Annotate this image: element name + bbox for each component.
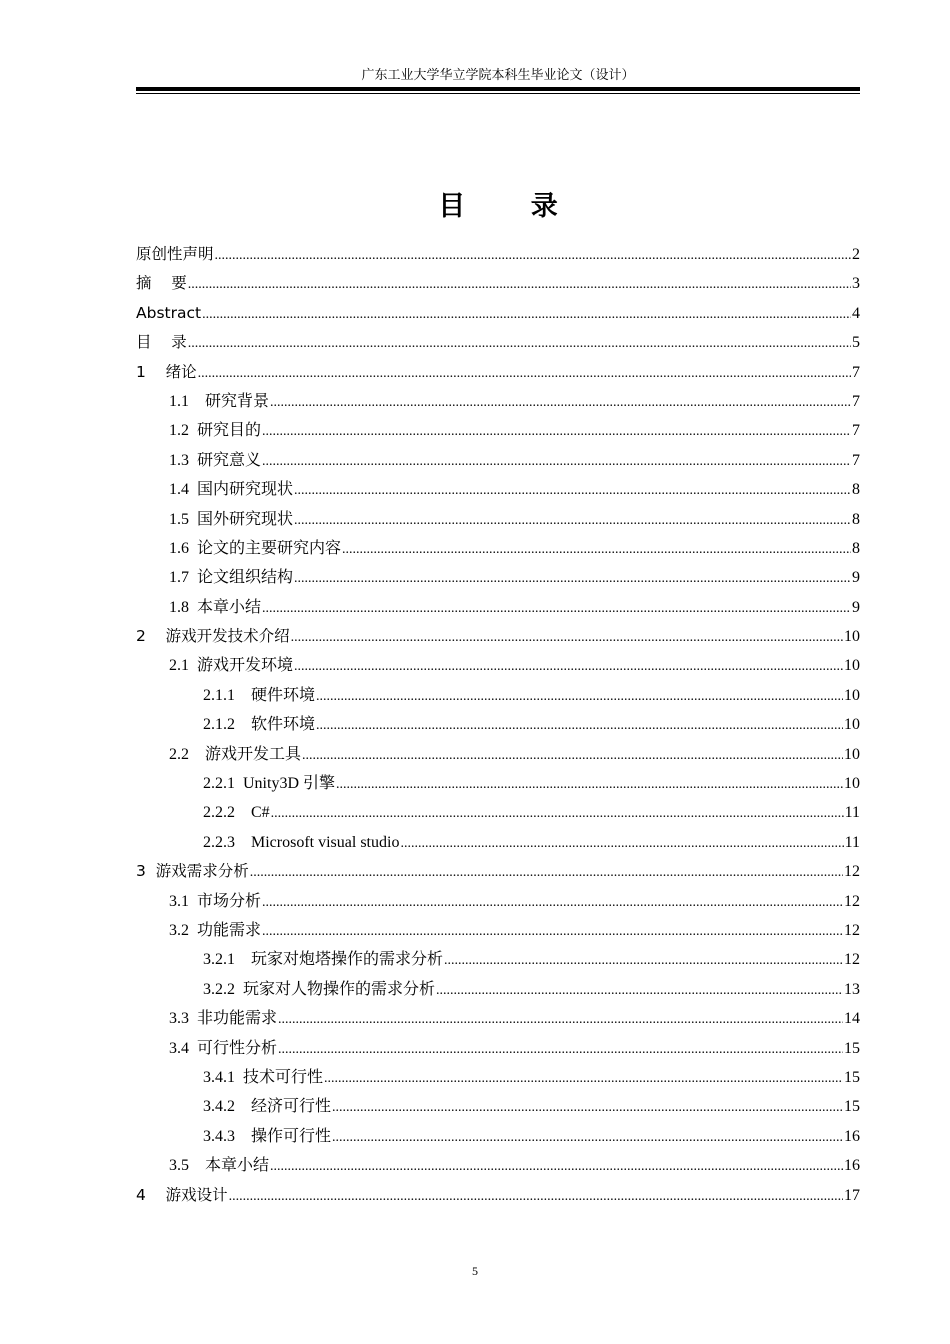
toc-entry[interactable]	[136, 563, 860, 592]
toc-dot-leader	[294, 652, 843, 681]
toc-entry-page: 10	[844, 716, 860, 734]
toc-dot-leader	[294, 564, 851, 593]
toc-entry-label: 原创性声明	[136, 245, 214, 263]
toc-title: 目 录	[438, 191, 586, 222]
toc-entry-page: 10	[844, 745, 860, 763]
toc-entry[interactable]	[136, 593, 860, 622]
toc-entry[interactable]	[136, 328, 860, 357]
toc-entry-label: 1.1 研究背景	[169, 392, 270, 410]
toc-dot-leader	[316, 682, 843, 711]
toc-entry-page: 12	[844, 863, 860, 881]
toc-entry-label: 1.2 研究目的	[169, 422, 262, 440]
toc-entry[interactable]	[136, 387, 860, 416]
toc-entry[interactable]	[136, 1004, 860, 1033]
toc-entry-label: 2.2.2 C#	[203, 804, 270, 822]
toc-entry-page: 11	[844, 804, 860, 822]
toc-entry-label: 3 游戏需求分析	[136, 862, 249, 881]
toc-entry-label: 3.2.2 玩家对人物操作的需求分析	[203, 980, 436, 998]
toc-dot-leader	[400, 829, 843, 858]
toc-entry-label: 1.5 国外研究现状	[169, 510, 294, 528]
toc-dot-leader	[302, 741, 843, 770]
toc-dot-leader	[278, 1035, 843, 1064]
toc-entry[interactable]	[136, 269, 860, 298]
toc-entry[interactable]	[136, 945, 860, 974]
toc-entry-page: 17	[844, 1186, 860, 1204]
toc-entry-page: 15	[844, 1039, 860, 1057]
toc-entry[interactable]	[136, 710, 860, 739]
toc-entry-page: 14	[844, 1010, 860, 1028]
toc-entry-label: 目 录	[136, 333, 187, 352]
toc-dot-leader	[332, 1093, 843, 1122]
toc-dot-leader	[250, 858, 843, 887]
toc-entry-label: 3.2 功能需求	[169, 921, 262, 939]
toc-dot-leader	[262, 417, 851, 446]
toc-entry[interactable]	[136, 887, 860, 916]
toc-entry-page: 10	[844, 657, 860, 675]
toc-dot-leader	[342, 535, 851, 564]
toc-dot-leader	[270, 388, 851, 417]
toc-dot-leader	[262, 447, 851, 476]
toc-entry-label: 1.8 本章小结	[169, 598, 262, 616]
toc-entry[interactable]	[136, 1034, 860, 1063]
toc-entry-page: 7	[852, 451, 860, 469]
toc-entry[interactable]	[136, 505, 860, 534]
toc-entry[interactable]	[136, 828, 860, 857]
toc-entry-label: 3.4.2 经济可行性	[203, 1098, 332, 1116]
toc-dot-leader	[188, 270, 851, 299]
header-rule-thick	[136, 87, 860, 91]
toc-dot-leader	[215, 241, 851, 270]
toc-entry-page: 7	[852, 422, 860, 440]
toc-entry[interactable]	[136, 240, 860, 269]
toc-entry[interactable]	[136, 1063, 860, 1092]
toc-entry-page: 11	[844, 833, 860, 851]
toc-entry-label: 3.4 可行性分析	[169, 1039, 278, 1057]
toc-dot-leader	[229, 1182, 843, 1211]
toc-entry-label: 3.5 本章小结	[169, 1157, 270, 1175]
toc-entry-label: 1 绪论	[136, 362, 197, 381]
toc-entry-page: 12	[844, 892, 860, 910]
toc-entry-label: 1.6 论文的主要研究内容	[169, 539, 342, 557]
toc-entry[interactable]	[136, 975, 860, 1004]
toc-dot-leader	[202, 300, 851, 329]
toc-entry-page: 12	[844, 921, 860, 939]
toc-dot-leader	[324, 1064, 843, 1093]
toc-entry-label: 2.1 游戏开发环境	[169, 657, 294, 675]
toc-dot-leader	[262, 917, 843, 946]
toc-entry-page: 4	[852, 304, 860, 322]
toc-entry-label: 2.1.2 软件环境	[203, 716, 316, 734]
page-header: 广东工业大学华立学院本科生毕业论文（设计）	[361, 67, 635, 82]
toc-entry[interactable]	[136, 916, 860, 945]
toc-dot-leader	[262, 888, 843, 917]
toc-entry[interactable]	[136, 416, 860, 445]
toc-entry-page: 5	[852, 334, 860, 352]
toc-dot-leader	[198, 359, 851, 388]
toc-dot-leader	[188, 329, 851, 358]
toc-entry-page: 16	[844, 1127, 860, 1145]
toc-entry[interactable]	[136, 740, 860, 769]
toc-entry-page: 13	[844, 980, 860, 998]
toc-entry-page: 15	[844, 1068, 860, 1086]
toc-entry-label: 1.3 研究意义	[169, 451, 262, 469]
toc-entry[interactable]	[136, 1181, 860, 1210]
toc-entry[interactable]	[136, 1151, 860, 1180]
toc-entry-label: 2.2.3 Microsoft visual studio	[203, 833, 400, 851]
toc-entry[interactable]	[136, 534, 860, 563]
toc-entry-label: 1.7 论文组织结构	[169, 569, 294, 587]
toc-entry-label: 2.1.1 硬件环境	[203, 686, 316, 704]
toc-entry-page: 8	[852, 539, 860, 557]
toc-dot-leader	[271, 799, 844, 828]
toc-entry-label: 2 游戏开发技术介绍	[136, 627, 290, 646]
toc-dot-leader	[291, 623, 843, 652]
toc-entry[interactable]	[136, 798, 860, 827]
toc-entry[interactable]	[136, 857, 860, 886]
toc-entry-label: 4 游戏设计	[136, 1185, 228, 1204]
toc-entry-label: 3.4.1 技术可行性	[203, 1068, 324, 1086]
toc-entry-page: 9	[852, 598, 860, 616]
toc-entry-page: 10	[844, 686, 860, 704]
toc-entry-page: 7	[852, 363, 860, 381]
toc-entry[interactable]	[136, 1122, 860, 1151]
toc-entry[interactable]	[136, 651, 860, 680]
toc-entry[interactable]	[136, 681, 860, 710]
toc-entry-label: Abstract	[136, 303, 202, 322]
toc-entry[interactable]	[136, 769, 860, 798]
toc-dot-leader	[444, 946, 843, 975]
toc-dot-leader	[278, 1005, 843, 1034]
toc-dot-leader	[332, 1123, 843, 1152]
toc-entry-label: 3.1 市场分析	[169, 892, 262, 910]
toc-entry[interactable]	[136, 358, 860, 387]
toc-entry-page: 16	[844, 1157, 860, 1175]
toc-entry[interactable]	[136, 1092, 860, 1121]
page-number: 5	[472, 1264, 478, 1278]
toc-entry-page: 3	[852, 275, 860, 293]
toc-entry-page: 12	[844, 951, 860, 969]
toc-entry[interactable]	[136, 446, 860, 475]
toc-entry-label: 1.4 国内研究现状	[169, 481, 294, 499]
toc-entry[interactable]	[136, 475, 860, 504]
table-of-contents	[136, 240, 860, 1210]
toc-entry-label: 2.2 游戏开发工具	[169, 745, 302, 763]
header-rule-thin	[136, 93, 860, 94]
toc-dot-leader	[436, 976, 843, 1005]
toc-dot-leader	[294, 476, 851, 505]
toc-entry[interactable]	[136, 622, 860, 651]
toc-dot-leader	[316, 711, 843, 740]
toc-entry-label: 3.2.1 玩家对炮塔操作的需求分析	[203, 951, 444, 969]
toc-entry-page: 10	[844, 628, 860, 646]
toc-entry-page: 2	[852, 246, 860, 263]
toc-dot-leader	[262, 594, 851, 623]
toc-entry[interactable]	[136, 299, 860, 328]
toc-entry-page: 7	[852, 392, 860, 410]
toc-entry-page: 15	[844, 1098, 860, 1116]
toc-entry-page: 8	[852, 481, 860, 499]
toc-entry-page: 9	[852, 569, 860, 587]
toc-entry-label: 3.3 非功能需求	[169, 1010, 278, 1028]
toc-dot-leader	[336, 770, 843, 799]
toc-entry-label: 3.4.3 操作可行性	[203, 1127, 332, 1145]
toc-entry-page: 10	[844, 775, 860, 793]
toc-dot-leader	[294, 506, 851, 535]
toc-entry-label: 摘 要	[136, 274, 187, 293]
toc-entry-label: 2.2.1 Unity3D 引擎	[203, 775, 336, 793]
toc-entry-page: 8	[852, 510, 860, 528]
toc-dot-leader	[270, 1152, 843, 1181]
